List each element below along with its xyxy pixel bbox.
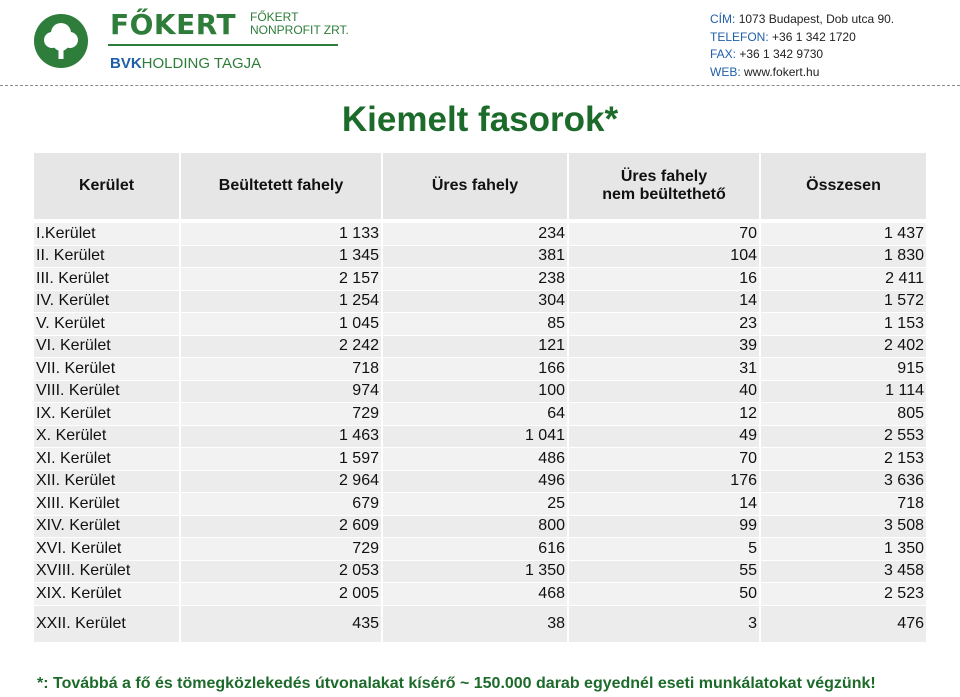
cell-district: IV. Kerület [34,290,180,313]
cell-value: 3 458 [760,560,926,583]
cell-value: 64 [382,403,568,426]
cell-value: 729 [180,538,382,561]
cell-value: 16 [568,268,760,291]
district-table [34,153,926,643]
table-row [34,313,926,336]
cell-district: VI. Kerület [34,335,180,358]
table-header-row [34,153,926,221]
cell-value: 2 964 [180,470,382,493]
cell-value: 1 463 [180,425,382,448]
cell-district: XVI. Kerület [34,538,180,561]
cell-value: 85 [382,313,568,336]
tree-logo-icon [33,13,89,69]
table-row [34,493,926,516]
cell-value: 1 153 [760,313,926,336]
brand-subtitle [250,11,349,37]
cell-district: XVIII. Kerület [34,560,180,583]
table-row [34,268,926,291]
cell-value: 3 508 [760,515,926,538]
header-kerulet: Kerület [34,153,180,221]
table-row [34,448,926,471]
table-row [34,605,926,642]
footnote: *: Továbbá a fő és tömegközlekedés útvonalakat kísérő ~ 150.000 darab egyednél eseti munkálatokat végzünk! [37,675,876,692]
cell-value: 805 [760,403,926,426]
header-empty-unplantable: Üres fahely nem beültethető [568,153,760,221]
cell-value: 2 553 [760,425,926,448]
cell-district: XI. Kerület [34,448,180,471]
cell-value: 49 [568,425,760,448]
cell-value: 1 572 [760,290,926,313]
cell-value: 2 053 [180,560,382,583]
cell-value: 1 045 [180,313,382,336]
cell-value: 5 [568,538,760,561]
cell-district: II. Kerület [34,245,180,268]
contact-web: WEB: www.fokert.hu [710,64,820,79]
contact-phone: TELEFON: +36 1 342 1720 [710,29,856,44]
cell-value: 2 005 [180,583,382,606]
cell-value: 1 830 [760,245,926,268]
brand-divider [108,44,338,46]
cell-value: 70 [568,448,760,471]
cell-value: 50 [568,583,760,606]
cell-value: 1 041 [382,425,568,448]
cell-value: 304 [382,290,568,313]
cell-district: X. Kerület [34,425,180,448]
cell-district: VII. Kerület [34,358,180,381]
header-total: Összesen [760,153,926,221]
table-row [34,538,926,561]
cell-value: 14 [568,290,760,313]
cell-value: 2 157 [180,268,382,291]
cell-value: 496 [382,470,568,493]
table-row [34,515,926,538]
cell-value: 1 597 [180,448,382,471]
table-row [34,290,926,313]
cell-value: 1 350 [382,560,568,583]
cell-district: III. Kerület [34,268,180,291]
cell-value: 3 [568,605,760,642]
cell-district: XII. Kerület [34,470,180,493]
cell-district: IX. Kerület [34,403,180,426]
table-row [34,583,926,606]
cell-value: 2 411 [760,268,926,291]
cell-value: 435 [180,605,382,642]
header-planted: Beültetett fahely [180,153,382,221]
holding-tagline [110,55,261,72]
cell-value: 915 [760,358,926,381]
cell-value: 166 [382,358,568,381]
cell-value: 616 [382,538,568,561]
cell-value: 476 [760,605,926,642]
cell-value: 176 [568,470,760,493]
table-row [34,560,926,583]
cell-value: 1 345 [180,245,382,268]
cell-value: 1 114 [760,380,926,403]
header-divider [0,85,960,86]
cell-value: 1 254 [180,290,382,313]
cell-value: 2 153 [760,448,926,471]
cell-value: 468 [382,583,568,606]
cell-value: 25 [382,493,568,516]
cell-district: VIII. Kerület [34,380,180,403]
cell-value: 3 636 [760,470,926,493]
brand-subtitle-line2: NONPROFIT ZRT. [250,23,349,37]
table-row [34,335,926,358]
cell-district: V. Kerület [34,313,180,336]
cell-value: 31 [568,358,760,381]
page-title: Kiemelt fasorok* [341,100,619,139]
table-row [34,403,926,426]
cell-district: XXII. Kerület [34,605,180,642]
cell-value: 238 [382,268,568,291]
cell-value: 23 [568,313,760,336]
cell-value: 70 [568,221,760,245]
cell-value: 38 [382,605,568,642]
cell-value: 39 [568,335,760,358]
cell-value: 381 [382,245,568,268]
cell-value: 99 [568,515,760,538]
cell-value: 718 [180,358,382,381]
contact-block [710,11,894,81]
table-row [34,425,926,448]
cell-value: 729 [180,403,382,426]
cell-value: 718 [760,493,926,516]
table-row [34,221,926,245]
cell-value: 40 [568,380,760,403]
holding-rest: HOLDING TAGJA [141,55,262,72]
table-row [34,380,926,403]
brand-subtitle-line1: FŐKERT [250,10,299,24]
cell-value: 104 [568,245,760,268]
cell-value: 1 437 [760,221,926,245]
cell-value: 234 [382,221,568,245]
cell-value: 2 609 [180,515,382,538]
table-row [34,245,926,268]
contact-fax: FAX: +36 1 342 9730 [710,47,824,61]
cell-value: 679 [180,493,382,516]
cell-value: 14 [568,493,760,516]
cell-value: 1 133 [180,221,382,245]
cell-value: 486 [382,448,568,471]
table-row [34,470,926,493]
cell-value: 974 [180,380,382,403]
cell-value: 121 [382,335,568,358]
contact-address: CÍM: 1073 Budapest, Dob utca 90. [710,12,895,26]
letterhead [0,0,960,84]
cell-district: I.Kerület [34,221,180,245]
cell-value: 2 402 [760,335,926,358]
brand-name: FŐKERT [110,8,237,41]
cell-value: 55 [568,560,760,583]
cell-value: 12 [568,403,760,426]
cell-value: 2 242 [180,335,382,358]
cell-district: XIV. Kerület [34,515,180,538]
cell-value: 800 [382,515,568,538]
holding-bvk: BVK [110,55,142,72]
cell-district: XIX. Kerület [34,583,180,606]
header-empty: Üres fahely [382,153,568,221]
cell-value: 2 523 [760,583,926,606]
cell-value: 100 [382,380,568,403]
table-row [34,358,926,381]
cell-value: 1 350 [760,538,926,561]
cell-district: XIII. Kerület [34,493,180,516]
